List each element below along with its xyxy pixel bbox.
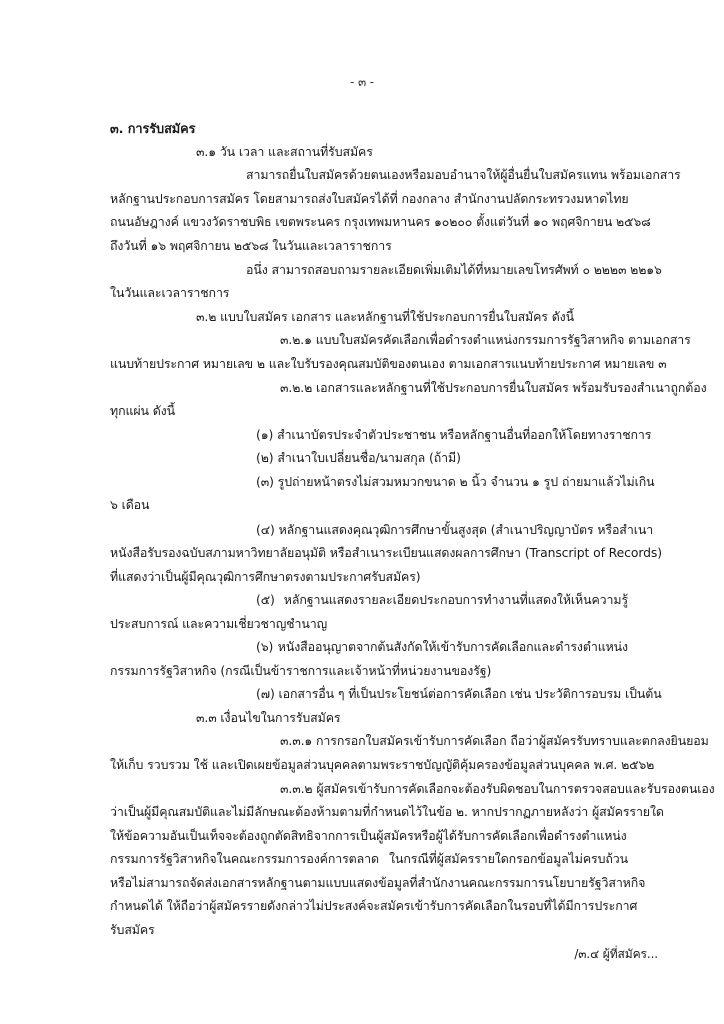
paragraph-line: ถนนอัษฎางค์ แขวงวัดราชบพิธ เขตพระนคร กรุงเทพมหานคร ๑๐๒๐๐ ตั้งแต่วันที่ ๑๐ พฤศจิกายน ๒๕๖๘ (110, 214, 651, 229)
list-item: (๗) เอกสารอื่น ๆ ที่เป็นประโยชน์ต่อการคัดเลือก เช่น ประวัติการอบรม เป็นต้น (256, 686, 662, 701)
section-3-2-heading: ๓.๒ แบบใบสมัคร เอกสาร และหลักฐานที่ใช้ประกอบการยื่นใบสมัคร ดังนี้ (196, 309, 574, 324)
list-item: (๑) สำเนาบัตรประจำตัวประชาชน หรือหลักฐานอื่นที่ออกให้โดยทางราชการ (256, 427, 652, 442)
list-item: (๓) รูปถ่ายหน้าตรงไม่สวมหมวกขนาด ๒ นิ้ว จำนวน ๑ รูป ถ่ายมาแล้วไม่เกิน (256, 474, 655, 489)
list-item: (๒) สำเนาใบเปลี่ยนชื่อ/นามสกุล (ถ้ามี) (256, 450, 461, 465)
paragraph-line: ถึงวันที่ ๑๖ พฤศจิกายน ๒๕๖๘ ในวันและเวลาราชการ (110, 238, 392, 253)
list-item-cont: ๖ เดือน (110, 497, 150, 512)
paragraph-line: รับสมัคร (110, 922, 155, 937)
paragraph-line: ๓.๓.๒ ผู้สมัครเข้ารับการคัดเลือกจะต้องรับผิดชอบในการตรวจสอบและรับรองตนเอง (280, 781, 715, 796)
section-3-1-heading: ๓.๑ วัน เวลา และสถานที่รับสมัคร (196, 144, 373, 159)
list-item: (๕) หลักฐานแสดงรายละเอียดประกอบการทำงานที่แสดงให้เห็นความรู้ (256, 592, 628, 607)
continuation-note: /๓.๔ ผู้ที่สมัคร... (574, 947, 658, 961)
page-number: - ๓ - (350, 75, 374, 89)
paragraph-line: ให้เก็บ รวบรวม ใช้ และเปิดเผยข้อมูลส่วนบุคคลตามพระราชบัญญัติคุ้มครองข้อมูลส่วนบุคคล พ.ศ. ๒๕๖๒ (110, 757, 655, 772)
paragraph-line: แนบท้ายประกาศ หมายเลข ๒ และใบรับรองคุณสมบัติของตนเอง ตามเอกสารแนบท้ายประกาศ หมายเลข ๓ (110, 356, 667, 371)
list-item-cont: หนังสือรับรองฉบับสภามหาวิทยาลัยอนุมัติ หรือสำเนาระเบียนแสดงผลการศึกษา (Transcript of Records) (110, 545, 662, 560)
paragraph-line: ว่าเป็นผู้มีคุณสมบัติและไม่มีลักษณะต้องห้ามตามที่กำหนดไว้ในข้อ ๒. หากปรากฏภายหลังว่า ผู้สมัครรายใด (110, 804, 664, 819)
list-item: (๖) หนังสืออนุญาตจากต้นสังกัดให้เข้ารับการคัดเลือกและดำรงตำแหน่ง (256, 639, 628, 654)
paragraph-line: ในวันและเวลาราชการ (110, 285, 230, 300)
paragraph-line: หรือไม่สามารถจัดส่งเอกสารหลักฐานตามแบบแสดงข้อมูลที่สำนักงานคณะกรรมการนโยบายรัฐวิสาหกิจ (110, 875, 646, 890)
list-item-cont: ประสบการณ์ และความเชี่ยวชาญชำนาญ (110, 616, 328, 631)
list-item: (๔) หลักฐานแสดงคุณวุฒิการศึกษาขั้นสูงสุด (สำเนาปริญญาบัตร หรือสำเนา (256, 522, 654, 537)
list-item-cont: กรรมการรัฐวิสาหกิจ (กรณีเป็นข้าราชการและเจ้าหน้าที่หน่วยงานของรัฐ) (110, 663, 492, 678)
paragraph-line: อนึ่ง สามารถสอบถามรายละเอียดเพิ่มเติมได้ที่หมายเลขโทรศัพท์ ๐ ๒๒๒๓ ๒๒๑๖ (246, 262, 662, 277)
paragraph-line: ทุกแผ่น ดังนี้ (110, 403, 175, 418)
paragraph-line: ๓.๒.๑ แบบใบสมัครคัดเลือกเพื่อดำรงตำแหน่งกรรมการรัฐวิสาหกิจ ตามเอกสาร (280, 332, 691, 347)
paragraph-line: สามารถยื่นใบสมัครด้วยตนเองหรือมอบอำนาจให้ผู้อื่นยื่นใบสมัครแทน พร้อมเอกสาร (246, 167, 681, 182)
paragraph-line: หลักฐานประกอบการสมัคร โดยสามารถส่งใบสมัครได้ที่ กองกลาง สำนักงานปลัดกระทรวงมหาดไทย (110, 191, 629, 206)
list-item-cont: ที่แสดงว่าเป็นผู้มีคุณวุฒิการศึกษาตรงตามประกาศรับสมัคร) (110, 569, 421, 584)
section-3-3-heading: ๓.๓ เงื่อนไขในการรับสมัคร (196, 710, 341, 725)
paragraph-line: ๓.๓.๑ การกรอกใบสมัครเข้ารับการคัดเลือก ถือว่าผู้สมัครรับทราบและตกลงยินยอม (280, 733, 709, 748)
paragraph-line: กรรมการรัฐวิสาหกิจในคณะกรรมการองค์การตลาด ในกรณีที่ผู้สมัครรายใดกรอกข้อมูลไม่ครบถ้วน (110, 851, 628, 866)
paragraph-line: กำหนดได้ ให้ถือว่าผู้สมัครรายดังกล่าวไม่ประสงค์จะสมัครเข้ารับการคัดเลือกในรอบที่ได้มีการประกาศ (110, 898, 638, 913)
paragraph-line: ๓.๒.๒ เอกสารและหลักฐานที่ใช้ประกอบการยื่นใบสมัคร พร้อมรับรองสำเนาถูกต้อง (280, 380, 707, 395)
section-3-heading: ๓. การรับสมัคร (110, 122, 196, 137)
paragraph-line: ให้ข้อความอันเป็นเท็จจะต้องถูกตัดสิทธิจากการเป็นผู้สมัครหรือผู้ได้รับการคัดเลือกเพื่อดำรงตำแหน่ง (110, 828, 627, 843)
